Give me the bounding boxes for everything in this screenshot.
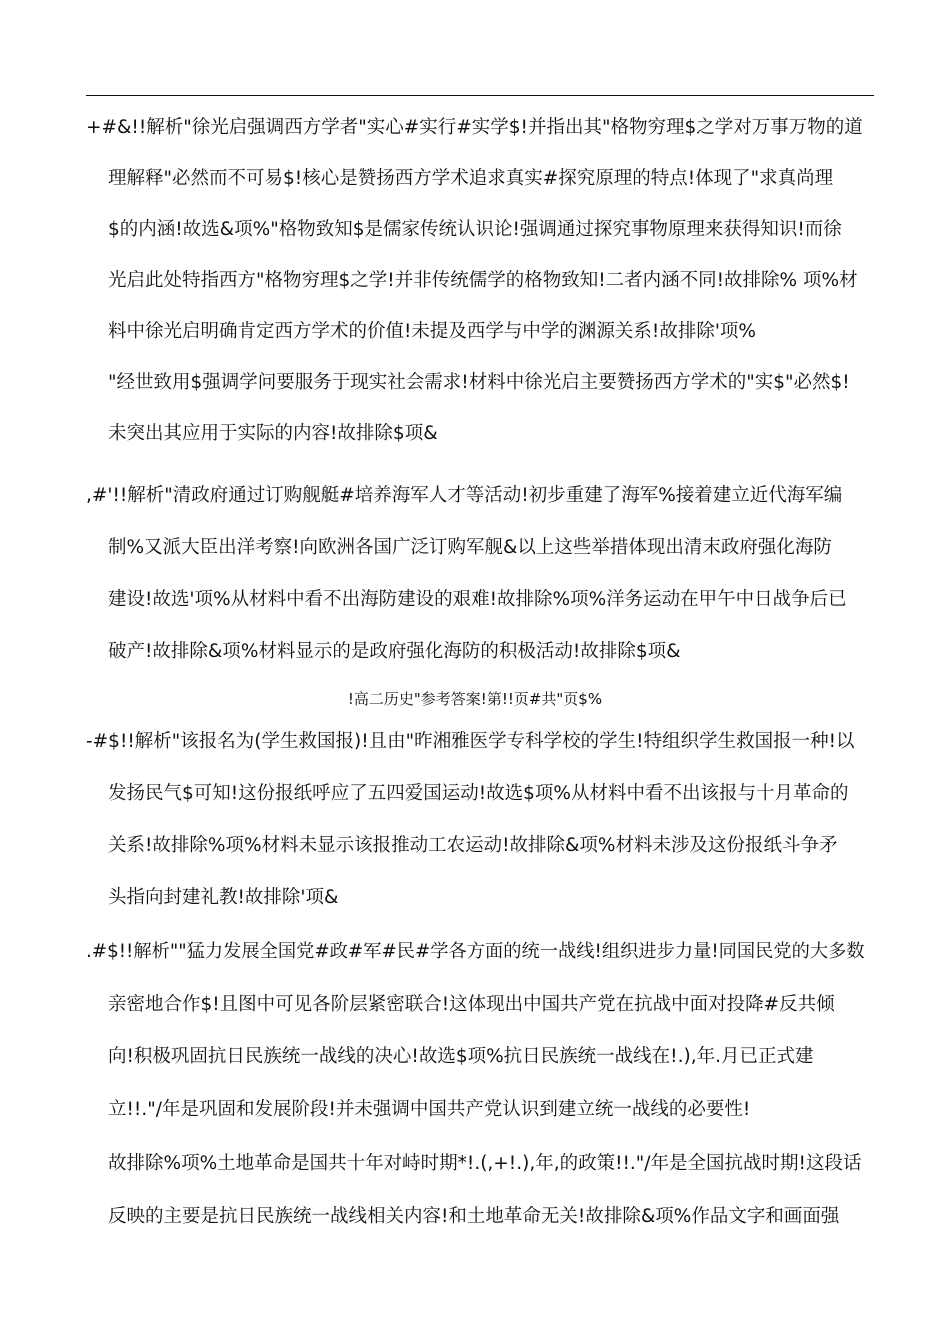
answer-line: 亲密地合作$!且图中可见各阶层紧密联合!这体现出中国共产党在抗战中面对投降#反共倾 xyxy=(108,994,835,1015)
answer-line: 光启此处特指西方"格物穷理$之学!并非传统儒学的格物致知!二者内涵不同!故排除% 项%材 xyxy=(108,270,858,291)
answer-line: 未突出其应用于实际的内容!故排除$项& xyxy=(108,423,438,444)
answer-line: 发扬民气$可知!这份报纸呼应了五四爱国运动!故选$项%从材料中看不出该报与十月革命的 xyxy=(108,783,849,804)
answer-line: 建设!故选'项%从材料中看不出海防建设的艰难!故排除%项%洋务运动在甲午中日战争后已 xyxy=(108,589,847,610)
answer-line: 理解释"必然而不可易$!核心是赞扬西方学术追求真实#探究原理的特点!体现了"求真尚理 xyxy=(108,168,834,189)
answer-line: 制%又派大臣出洋考察!向欧洲各国广泛订购军舰&以上这些举措体现出清末政府强化海防 xyxy=(108,537,832,558)
answer-line: -#$!!解析"该报名为(学生救国报)!且由"昨湘雅医学专科学校的学生!特组织学生救国报一种!以 xyxy=(86,731,855,752)
page-footer: !高二历史"参考答案!第!!页#共"页$% xyxy=(347,690,603,708)
answer-line: $的内涵!故选&项%"格物致知$是儒家传统认识论!强调通过探究事物原理来获得知识!而徐 xyxy=(108,219,842,240)
answer-line: 破产!故排除&项%材料显示的是政府强化海防的积极活动!故排除$项& xyxy=(108,641,681,662)
answer-line: 关系!故排除%项%材料未显示该报推动工农运动!故排除&项%材料未涉及这份报纸斗争矛 xyxy=(108,835,838,856)
answer-line: +#&!!解析"徐光启强调西方学者"实心#实行#实学$!并指出其"格物穷理$之学对万事万物的道 xyxy=(86,117,863,138)
header-rule xyxy=(86,95,874,96)
answer-line: "经世致用$强调学问要服务于现实社会需求!材料中徐光启主要赞扬西方学术的"实$"必然$! xyxy=(108,372,850,393)
answer-line: .#$!!解析""猛力发展全国党#政#军#民#学各方面的统一战线!组织进步力量!同国民党的大多数 xyxy=(86,941,865,962)
answer-line: ,#'!!解析"清政府通过订购舰艇#培养海军人才等活动!初步重建了海军%接着建立近代海军编 xyxy=(86,485,843,506)
answer-line: 向!积极巩固抗日民族统一战线的决心!故选$项%抗日民族统一战线在!.),年.月已正式建 xyxy=(108,1046,814,1067)
answer-line: 反映的主要是抗日民族统一战线相关内容!和土地革命无关!故排除&项%作品文字和画面强 xyxy=(108,1206,840,1227)
answer-line: 料中徐光启明确肯定西方学术的价值!未提及西学与中学的渊源关系!故排除'项% xyxy=(108,321,756,342)
answer-line: 立!!."/年是巩固和发展阶段!并未强调中国共产党认识到建立统一战线的必要性! xyxy=(108,1099,751,1120)
answer-line: 故排除%项%土地革命是国共十年对峙时期*!.(,+!.),年,的政策!!."/年是全国抗战时期!这段话 xyxy=(108,1153,862,1174)
answer-line: 头指向封建礼教!故排除'项& xyxy=(108,887,339,908)
